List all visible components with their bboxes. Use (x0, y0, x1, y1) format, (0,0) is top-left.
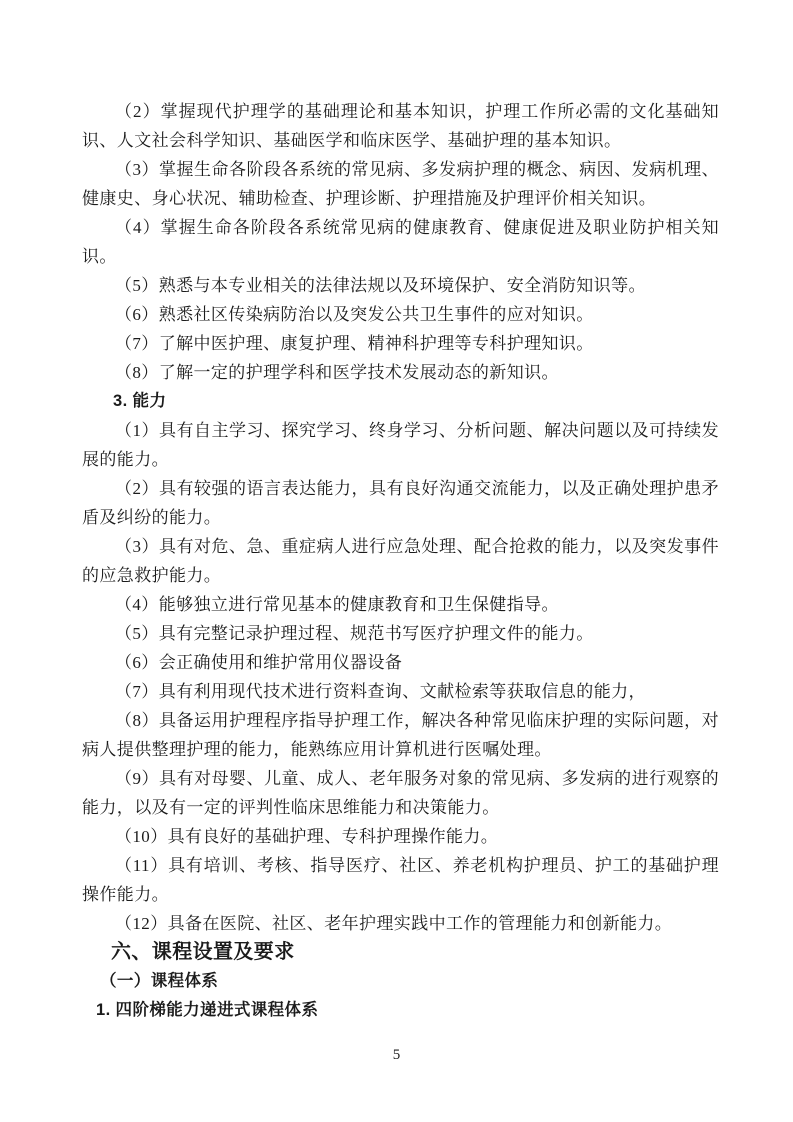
subheading-four-step-curriculum: 1. 四阶梯能力递进式课程体系 (96, 1001, 319, 1019)
paragraph-ability-6: （6）会正确使用和维护常用仪器设备 (115, 653, 403, 672)
paragraph-knowledge-8: （8）了解一定的护理学科和医学技术发展动态的新知识。 (115, 363, 559, 382)
page-number: 5 (392, 1047, 401, 1063)
paragraph-ability-1: （1）具有自主学习、探究学习、终身学习、分析问题、解决问题以及可持续发展的能力。 (82, 421, 719, 469)
paragraph-ability-2: （2）具有较强的语言表达能力，具有良好沟通交流能力，以及正确处理护患矛盾及纠纷的能力。 (82, 479, 719, 527)
paragraph-ability-4: （4）能够独立进行常见基本的健康教育和卫生保健指导。 (115, 595, 559, 614)
paragraph-ability-9: （9）具有对母婴、儿童、成人、老年服务对象的常见病、多发病的进行观察的能力，以及有一定的评判性临床思维能力和决策能力。 (82, 769, 719, 817)
subsection-heading-course-system: （一）课程体系 (100, 972, 219, 990)
paragraph-knowledge-6: （6）熟悉社区传染病防治以及突发公共卫生事件的应对知识。 (115, 305, 594, 324)
document-body (82, 97, 719, 1025)
paragraph-ability-10: （10）具有良好的基础护理、专科护理操作能力。 (115, 827, 499, 846)
paragraph-knowledge-2: （2）掌握现代护理学的基础理论和基本知识，护理工作所必需的文化基础知识、人文社会科学知识、基础医学和临床医学、基础护理的基本知识。 (82, 102, 719, 150)
chapter-heading-course-setup: 六、课程设置及要求 (111, 941, 295, 963)
paragraph-ability-3: （3）具有对危、急、重症病人进行应急处理、配合抢救的能力，以及突发事件的应急救护能力。 (82, 537, 719, 585)
paragraph-ability-7: （7）具有利用现代技术进行资料查询、文献检索等获取信息的能力， (115, 682, 646, 701)
paragraph-ability-12: （12）具备在医院、社区、老年护理实践中工作的管理能力和创新能力。 (115, 914, 673, 933)
section-heading-ability: 3. 能力 (113, 392, 167, 410)
paragraph-ability-8: （8）具备运用护理程序指导护理工作，解决各种常见临床护理的实际问题，对病人提供整理护理的能力，能熟练应用计算机进行医嘱处理。 (82, 711, 719, 759)
paragraph-knowledge-7: （7）了解中医护理、康复护理、精神科护理等专科护理知识。 (115, 334, 594, 353)
paragraph-ability-5: （5）具有完整记录护理过程、规范书写医疗护理文件的能力。 (115, 624, 594, 643)
paragraph-knowledge-5: （5）熟悉与本专业相关的法律法规以及环境保护、安全消防知识等。 (115, 276, 646, 295)
paragraph-ability-11: （11）具有培训、考核、指导医疗、社区、养老机构护理员、护工的基础护理操作能力。 (82, 856, 719, 904)
paragraph-knowledge-4: （4）掌握生命各阶段各系统常见病的健康教育、健康促进及职业防护相关知识。 (82, 218, 719, 266)
paragraph-knowledge-3: （3）掌握生命各阶段各系统的常见病、多发病护理的概念、病因、发病机理、健康史、身心状况、辅助检查、护理诊断、护理措施及护理评价相关知识。 (82, 160, 719, 208)
